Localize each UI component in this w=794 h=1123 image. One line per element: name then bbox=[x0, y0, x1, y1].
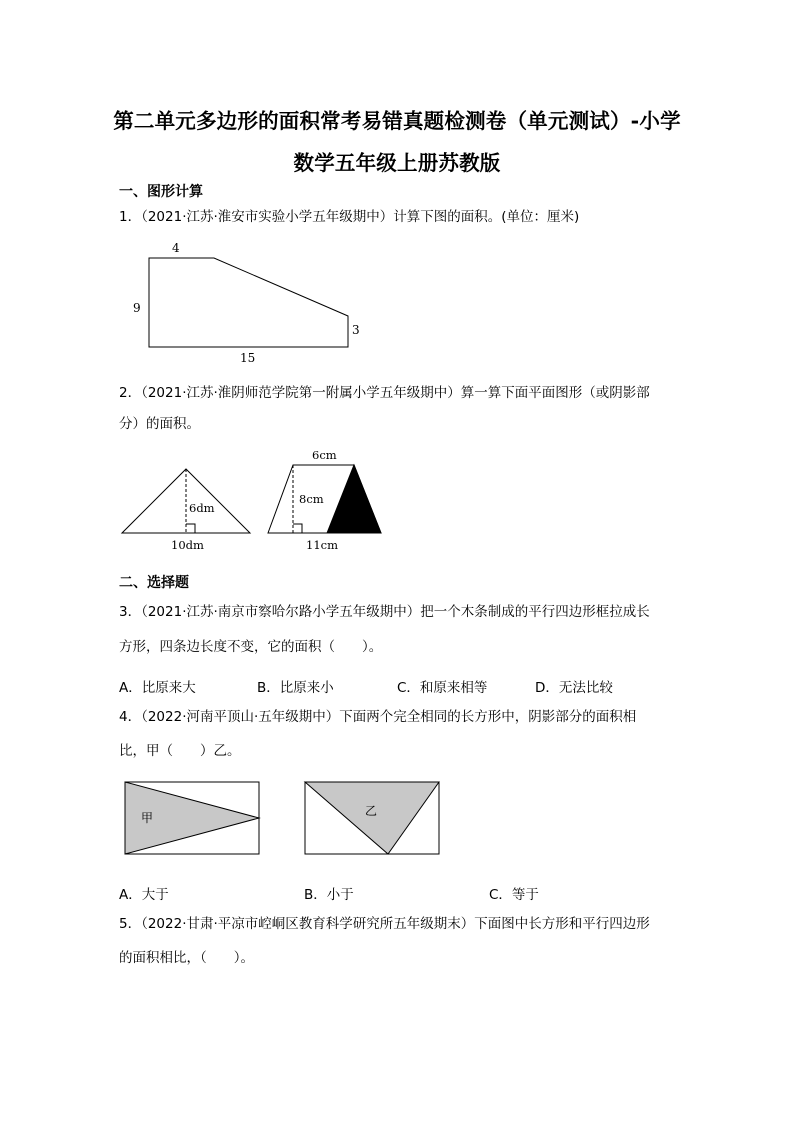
fig1-right-label: 3 bbox=[352, 323, 360, 337]
fig3-yi-label: 乙 bbox=[365, 804, 378, 818]
question-2-line1: 2．（2021·江苏·淮阴师范学院第一附属小学五年级期中）算一算下面平面图形（或阴影部 bbox=[119, 385, 650, 401]
q3-option-a[interactable]: A．比原来大 bbox=[119, 680, 196, 696]
question-5-line2: 的面积相比，（ ）。 bbox=[119, 950, 254, 966]
q4-option-a[interactable]: A．大于 bbox=[119, 887, 169, 903]
question-2-line2: 分）的面积。 bbox=[119, 416, 200, 432]
q3-option-c[interactable]: C．和原来相等 bbox=[397, 680, 488, 696]
fig1-left-label: 9 bbox=[133, 301, 141, 315]
q4-option-b[interactable]: B．小于 bbox=[304, 887, 354, 903]
fig2-trap-top-label: 6cm bbox=[312, 448, 337, 462]
fig1-top-label: 4 bbox=[172, 241, 180, 255]
question-3-line1: 3．（2021·江苏·南京市察哈尔路小学五年级期中）把一个木条制成的平行四边形框拉成长 bbox=[119, 604, 650, 620]
question-5-line1: 5．（2022·甘肃·平凉市崆峒区教育科学研究所五年级期末）下面图中长方形和平行四边形 bbox=[119, 916, 650, 932]
section-heading-2: 二、选择题 bbox=[119, 575, 189, 591]
page-title-line1: 第二单元多边形的面积常考易错真题检测卷（单元测试）-小学 bbox=[113, 109, 681, 133]
question-1-text: 1．（2021·江苏·淮安市实验小学五年级期中）计算下图的面积。(单位：厘米) bbox=[119, 209, 580, 225]
fig2-tri-height-label: 6dm bbox=[189, 501, 215, 515]
q4-option-c[interactable]: C．等于 bbox=[489, 887, 539, 903]
fig3-rect-yi bbox=[305, 782, 439, 854]
fig3-shaded-yi bbox=[305, 782, 439, 854]
fig2-trap-base-label: 11cm bbox=[306, 538, 338, 552]
question-3-line2: 方形，四条边长度不变，它的面积（ ）。 bbox=[119, 639, 383, 655]
page-title-line2: 数学五年级上册苏教版 bbox=[293, 151, 501, 175]
fig3-rect-jia bbox=[125, 782, 259, 854]
q3-option-b[interactable]: B．比原来小 bbox=[257, 680, 334, 696]
question-4-line2: 比，甲（ ）乙。 bbox=[119, 743, 241, 759]
fig2-trap-height-label: 8cm bbox=[299, 492, 324, 506]
section-heading-1: 一、图形计算 bbox=[119, 184, 203, 200]
fig2-tri-base-label: 10dm bbox=[171, 538, 204, 552]
question-4-line1: 4．（2022·河南平顶山·五年级期中）下面两个完全相同的长方形中，阴影部分的面积相 bbox=[119, 709, 637, 725]
q3-option-d[interactable]: D．无法比较 bbox=[535, 680, 613, 696]
fig1-bottom-label: 15 bbox=[240, 351, 256, 365]
fig3-jia-label: 甲 bbox=[141, 811, 154, 825]
